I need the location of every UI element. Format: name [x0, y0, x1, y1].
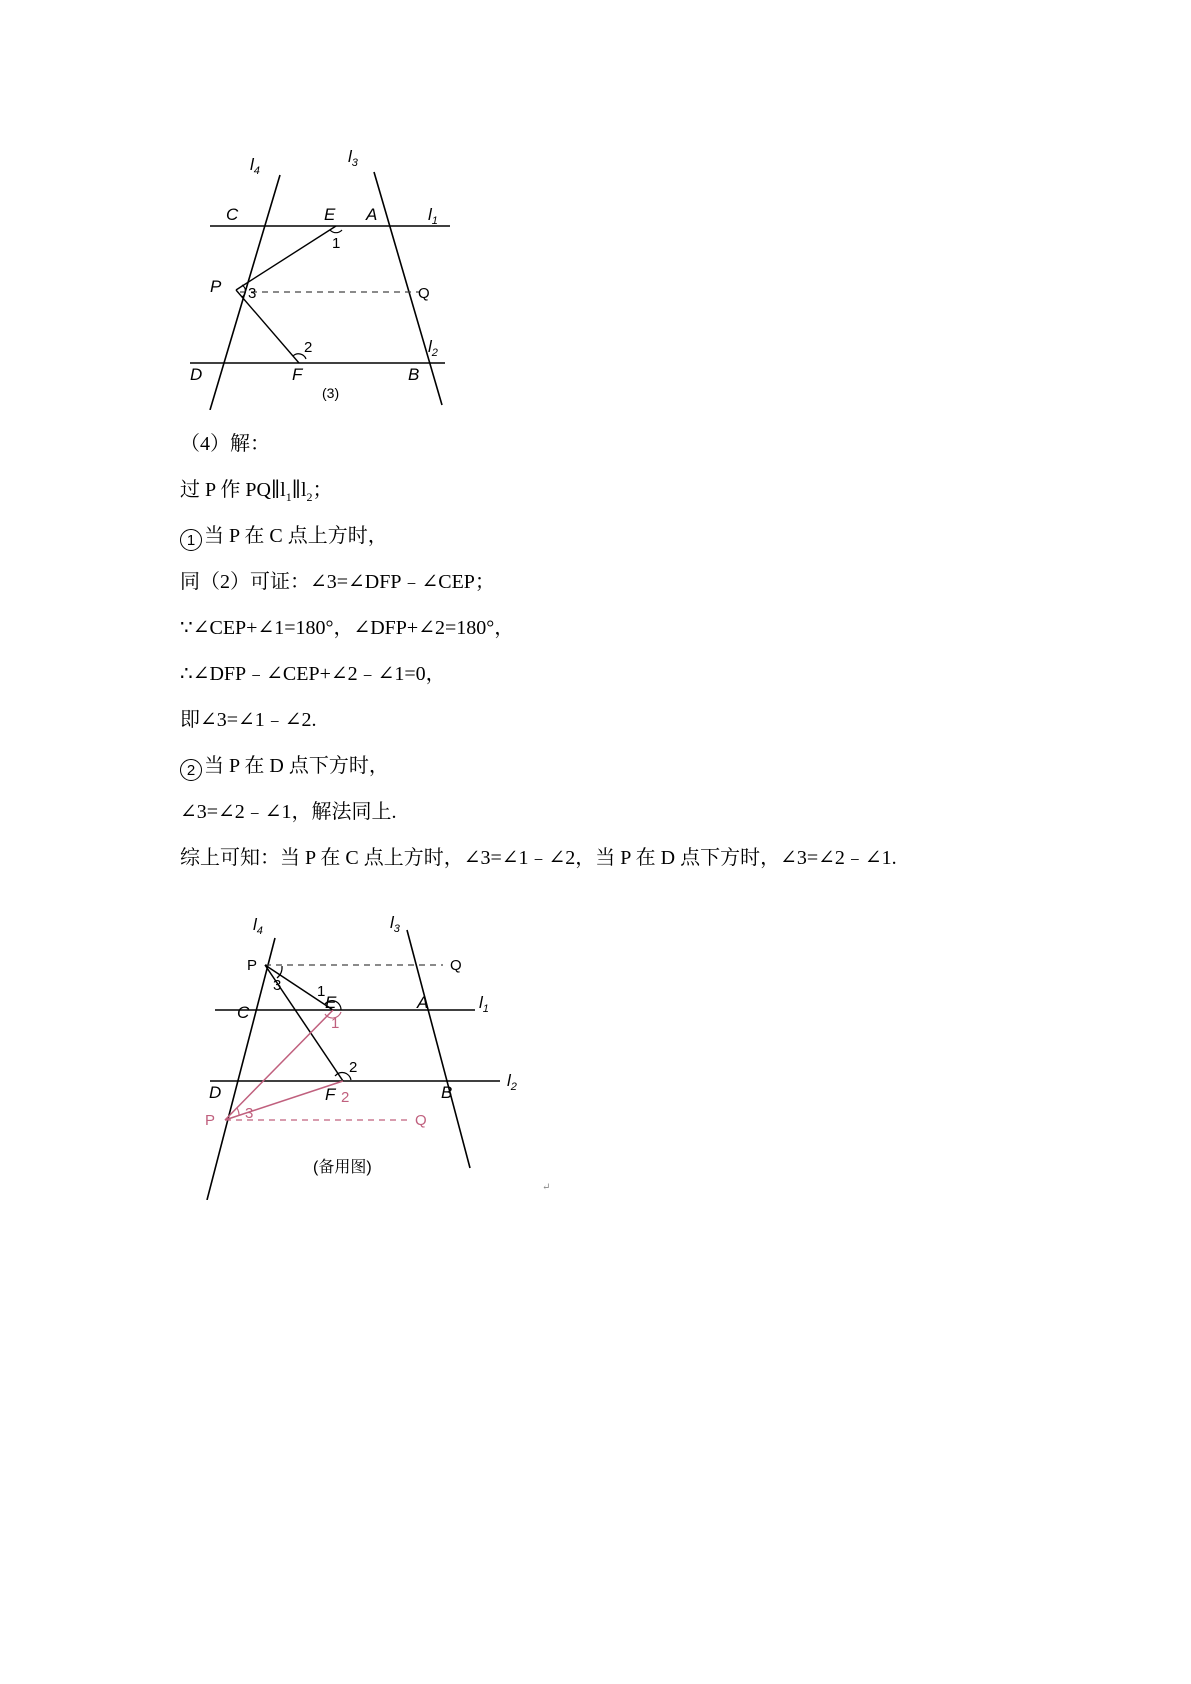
label-l3: $l_3$	[390, 913, 400, 935]
label-angle-2-pink: 2	[341, 1089, 350, 1106]
label-q: Q	[418, 285, 430, 302]
figure-backup-diagram	[185, 900, 525, 1200]
solution-line-5: ∴∠DFP﹣∠CEP+∠2﹣∠1=0，	[180, 663, 446, 685]
label-a: A	[366, 205, 378, 224]
label-angle-1-pink: 1	[331, 1015, 340, 1032]
label-angle-1-top: 1	[317, 983, 326, 1000]
segment-pe-bottom	[225, 1010, 333, 1120]
label-l1: $l_1$	[479, 993, 489, 1015]
paragraph-mark: ↵	[542, 1182, 551, 1193]
label-c: C	[237, 1003, 250, 1022]
label-f: F	[325, 1085, 336, 1104]
solution-case-1	[180, 522, 388, 551]
label-q-top: Q	[450, 957, 462, 974]
figure-3-caption: (3)	[322, 385, 340, 401]
case1-text: 当 P 在 C 点上方时，	[204, 525, 388, 547]
label-a: A	[417, 993, 429, 1012]
circled-number-1: 1	[180, 529, 202, 551]
label-l1: $l_1$	[428, 205, 438, 227]
segment-pe	[236, 226, 336, 290]
angle-1-arc	[330, 230, 342, 233]
solution-line-6: 即∠3=∠1﹣∠2.	[180, 709, 317, 731]
label-angle-2: 2	[304, 339, 313, 356]
label-angle-3-top: 3	[273, 977, 282, 994]
label-angle-3: 3	[248, 285, 257, 302]
figure-3-diagram	[180, 140, 480, 410]
label-l4: $l_4$	[253, 915, 263, 937]
figure-backup-caption: (备用图)	[313, 1159, 372, 1176]
solution-line-4: ∵∠CEP+∠1=180°，∠DFP+∠2=180°，	[180, 617, 515, 639]
label-b: B	[441, 1083, 453, 1102]
label-c: C	[226, 205, 239, 224]
solution-line-8: ∠3=∠2﹣∠1，解法同上.	[180, 801, 397, 823]
label-angle-1: 1	[332, 235, 341, 252]
line1-end: ；	[312, 479, 333, 501]
solution-line-3: 同（2）可证：∠3=∠DFP﹣∠CEP；	[180, 571, 495, 593]
label-l2: $l_2$	[507, 1071, 517, 1093]
solution-line-9: 综上可知：当 P 在 C 点上方时，∠3=∠1﹣∠2，当 P 在 D 点下方时，∠3=∠2﹣∠1.	[180, 847, 897, 869]
circled-number-2: 2	[180, 759, 202, 781]
solution-line-1	[180, 476, 333, 511]
line1-sub-1: 1	[285, 490, 292, 504]
label-angle-2-top: 2	[349, 1059, 358, 1076]
label-p-top: P	[247, 957, 258, 974]
line1-pre: 过 P 作 PQ∥l	[180, 479, 286, 501]
line1-sub-2: 2	[306, 490, 313, 504]
label-l3: $l_3$	[348, 147, 358, 169]
line-l4	[207, 938, 275, 1200]
label-p-bottom: P	[205, 1112, 216, 1129]
label-f: F	[292, 365, 303, 384]
line1-mid: ∥l	[291, 479, 307, 501]
angle-3-pink-arc	[237, 1108, 239, 1116]
label-angle-3-pink: 3	[245, 1105, 254, 1122]
label-q-bottom: Q	[415, 1112, 427, 1129]
figure-3	[180, 140, 480, 410]
label-l4: $l_4$	[250, 155, 260, 177]
label-d: D	[209, 1083, 222, 1102]
solution-heading: （4）解：	[180, 433, 270, 455]
label-l2: $l_2$	[428, 337, 438, 359]
case2-text: 当 P 在 D 点下方时，	[204, 755, 389, 777]
label-p: P	[210, 277, 222, 296]
figure-backup	[185, 900, 525, 1200]
label-d: D	[190, 365, 203, 384]
segment-pf	[236, 290, 299, 363]
label-e: E	[324, 205, 336, 224]
solution-case-2	[180, 752, 389, 781]
label-b: B	[408, 365, 420, 384]
label-e: E	[325, 993, 337, 1012]
